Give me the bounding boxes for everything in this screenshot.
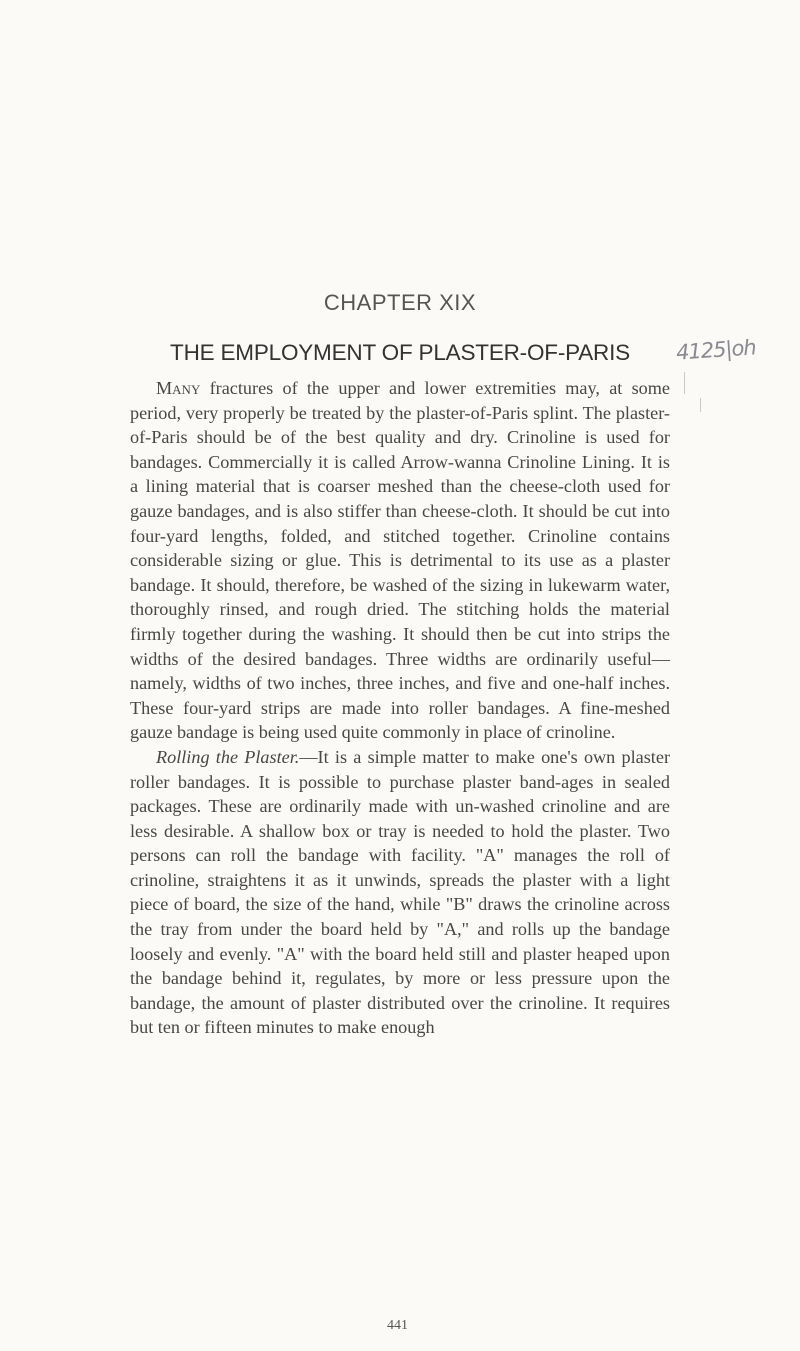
chapter-label: CHAPTER XIX — [323, 290, 477, 315]
page-number: 441 — [387, 1318, 408, 1333]
paragraph-text: —It is a simple matter to make one's own plaster roller bandages. It is possible to purchase plaster band-ages in sealed packages. These are ordinarily made with un-washed crinoline and are less desirable. A shallow box or tray is needed to hold the plaster. Two persons can roll the bandage with facility. "A" manages the roll of crinoline, straightens it as it unwinds, spreads the plaster with a light piece of board, the size of the hand, while "B" draws the crinoline across the tray from under the board held by "A," and rolls up the bandage loosely and evenly. "A" with the board held still and plaster heaped upon the bandage behind it, regulates, by more or less pressure upon the bandage, the amount of plaster distributed over the crinoline. It requires but ten or fifteen minutes to make enough — [130, 746, 670, 1038]
paragraph-lead-word: Many — [156, 378, 201, 398]
paragraph-text: fractures of the upper and lower extremities may, at some period, very properly be treated by the plaster-of-Paris splint. The plaster-of-Paris should be of the best quality and dry. Crinoline is used for bandages. Commercially it is called Arrow-wanna Crinoline Lining. It is a lining material that is coarser meshed than the cheese-cloth used for gauze bandages, and is also stiffer than cheese-cloth. It should be cut into four-yard lengths, folded, and stitched together. Crinoline contains considerable sizing or glue. This is detrimental to its use as a plaster bandage. It should, therefore, be washed of the sizing in lukewarm water, thoroughly rinsed, and rough dried. The stitching holds the material firmly together during the washing. It should then be cut into strips the widths of the desired bandages. Three widths are ordinarily useful—namely, widths of two inches, three inches, and five and one-half inches. These four-yard strips are made into roller bandages. A fine-meshed gauze bandage is being used quite commonly in place of crinoline. — [130, 378, 670, 743]
paragraph — [130, 376, 670, 745]
handwritten-marginal-note: 4125|oh — [675, 335, 757, 365]
chapter-body-text — [130, 376, 670, 1040]
margin-pencil-mark — [700, 398, 701, 412]
margin-pencil-mark — [684, 372, 685, 394]
section-subhead: Rolling the Plaster. — [156, 746, 300, 767]
paragraph — [130, 745, 670, 1040]
chapter-title: THE EMPLOYMENT OF PLASTER-OF-PARIS — [170, 340, 630, 365]
